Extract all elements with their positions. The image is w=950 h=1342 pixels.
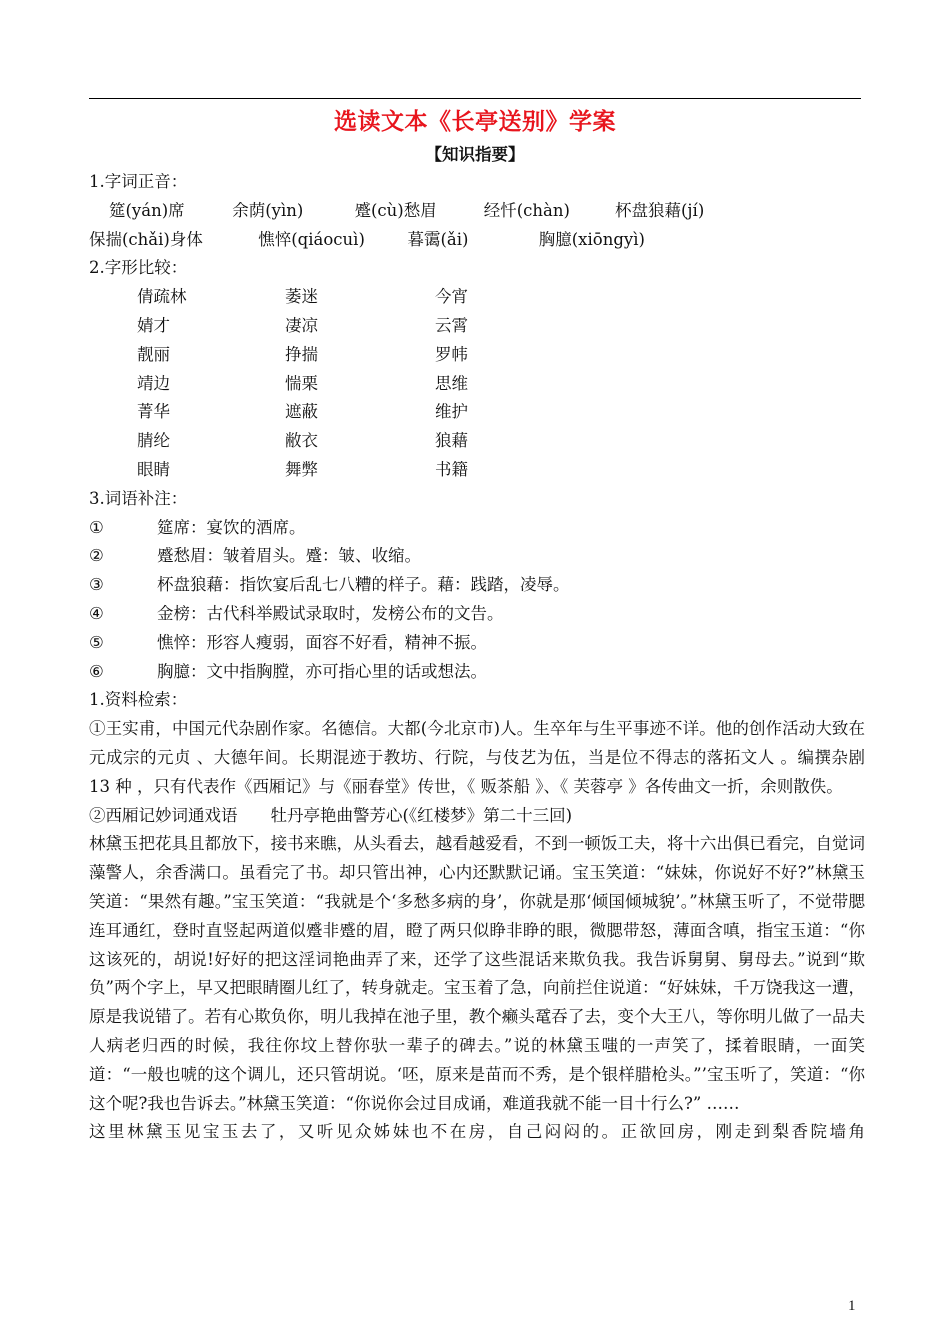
compare-word: 书籍 — [435, 459, 468, 479]
note-text: 杯盘狼藉：指饮宴后乱七八糟的样子。藉：践踏，凌辱。 — [157, 575, 570, 595]
section-heading: 2.字形比较： — [89, 258, 188, 278]
header-rule — [89, 98, 861, 99]
compare-row — [89, 370, 865, 399]
compare-word: 萎迷 — [285, 287, 318, 307]
compare-word: 今宵 — [435, 287, 468, 307]
note-number: ① — [89, 517, 104, 537]
note-number: ⑤ — [89, 632, 104, 652]
compare-word: 靖边 — [137, 373, 170, 393]
compare-word: 靓丽 — [137, 344, 170, 364]
compare-word: 罗帏 — [435, 344, 468, 364]
compare-row — [89, 398, 865, 427]
note-text: 金榜：古代科举殿试录取时，发榜公布的文告。 — [157, 603, 504, 623]
compare-row — [89, 283, 865, 312]
section-heading: 1.资料检索： — [89, 690, 188, 710]
page-title: 选读文本《长亭送别》学案 — [334, 108, 616, 135]
pinyin-item: 余荫(yìn) — [232, 200, 304, 220]
note-text: 筵席：宴饮的酒席。 — [157, 517, 306, 537]
compare-row — [89, 427, 865, 456]
pinyin-item: 筵(yán)席 — [109, 200, 185, 220]
compare-word: 惴栗 — [285, 373, 318, 393]
note-text: 憔悴：形容人瘦弱，面容不好看，精神不振。 — [157, 632, 487, 652]
compare-word: 眼睛 — [137, 459, 170, 479]
note-row — [89, 658, 865, 687]
compare-word: 遮蔽 — [285, 402, 318, 422]
compare-word: 菁华 — [137, 402, 170, 422]
section-heading: 3.词语补注： — [89, 488, 188, 508]
page-subtitle: 【知识指要】 — [425, 145, 525, 164]
excerpt-paragraph-continued: 这里林黛玉见宝玉去了，又听见众姊妹也不在房，自己闷闷的。正欲回房，刚走到梨香院墙角 — [89, 1122, 865, 1142]
compare-word: 云霄 — [435, 315, 468, 335]
compare-word: 挣揣 — [285, 344, 318, 364]
note-row — [89, 571, 865, 600]
compare-word: 狼藉 — [435, 431, 468, 451]
note-number: ⑥ — [89, 661, 104, 681]
compare-word: 倩疏林 — [137, 287, 187, 307]
compare-row — [89, 456, 865, 485]
section-heading: 1.字词正音： — [89, 172, 188, 191]
pinyin-item: 胸臆(xiōngyì) — [538, 229, 645, 249]
compare-word: 婧才 — [137, 315, 170, 335]
pinyin-row-2 — [89, 226, 865, 255]
note-text: 胸臆：文中指胸膛，亦可指心里的话或想法。 — [157, 661, 487, 681]
compare-word: 维护 — [435, 402, 468, 422]
compare-word: 思维 — [435, 373, 468, 393]
excerpt-paragraph: 林黛玉把花具且都放下，接书来瞧，从头看去，越看越爱看，不到一顿饭工夫，将十六出俱已看完，自觉词藻警人，余香满口。虽看完了书。却只管出神，心内还默默记诵。宝玉笑道：“妹妹，你说好不好?”林黛玉笑道：“果然有趣。”宝玉笑道：“我就是个‘多愁多病的身’，你就是那‘倾国倾城貌’。”林黛玉听了，不觉带腮连耳通红，登时直竖起两道似蹙非蹙的眉，瞪了两只似睁非睁的眼，微腮带怒，薄面含嗔，指宝玉道：“你这该死的，胡说!好好的把这淫词艳曲弄了来，还学了这些混话来欺负我。我告诉舅舅、舅母去。”说到“欺负”两个字上，早又把眼睛圈儿红了，转身就走。宝玉着了急，向前拦住说道：“好妹妹，千万饶我这一遭，原是我说错了。若有心欺负你，明儿我掉在池子里，教个癞头鼋吞了去，变个大王八，等你明儿做了一品夫人病老归西的时候，我往你坟上替你驮一辈子的碑去。”说的林黛玉嗤的一声笑了，揉着眼睛，一面笑道：“一般也唬的这个调儿，还只管胡说。‘呸，原来是苗而不秀，是个银样腊枪头。”’宝玉听了，笑道：“你这个呢?我也告诉去。”林黛玉笑道：“你说你会过目成诵，难道我就不能一目十行么?” …… — [89, 834, 865, 1113]
compare-row — [89, 312, 865, 341]
compare-word: 敝衣 — [285, 431, 318, 451]
pinyin-item: 蹙(cù)愁眉 — [354, 200, 437, 220]
note-number: ② — [89, 546, 104, 566]
note-row — [89, 542, 865, 571]
note-row — [89, 514, 865, 543]
pinyin-item: 暮霭(ǎi) — [407, 229, 469, 249]
pinyin-row-1 — [89, 197, 865, 226]
author-paragraph: ①王实甫，中国元代杂剧作家。名德信。大都(今北京市)人。生卒年与生平事迹不详。他的创作活动大致在元成宗的元贞 、大德年间。长期混迹于教坊、行院，与伎艺为伍，当是位不得志的落拓文人 。编撰杂剧 13 种 ，只有代表作《西厢记》与《丽春堂》传世，《 贩茶船 》、《 芙蓉亭 》各传曲文一折，余则散佚。 — [89, 719, 865, 796]
note-text: 蹙愁眉：皱着眉头。蹙：皱、收缩。 — [157, 546, 421, 566]
pinyin-item: 杯盘狼藉(jí) — [615, 200, 705, 220]
excerpt-heading: ②西厢记妙词通戏语 牡丹亭艳曲警芳心(《红楼梦》第二十三回) — [89, 805, 573, 825]
compare-word: 凄凉 — [285, 315, 318, 335]
compare-row — [89, 341, 865, 370]
pinyin-item: 经忏(chàn) — [483, 200, 570, 220]
note-number: ③ — [89, 575, 104, 595]
pinyin-item: 憔悴(qiáocuì) — [258, 229, 365, 249]
note-row — [89, 629, 865, 658]
pinyin-item: 保揣(chǎi)身体 — [89, 229, 203, 249]
note-number: ④ — [89, 603, 104, 623]
compare-word: 舞弊 — [285, 459, 318, 479]
page-number: 1 — [848, 1298, 856, 1314]
compare-word: 腈纶 — [137, 431, 170, 451]
note-row — [89, 600, 865, 629]
document-body — [89, 168, 865, 1147]
